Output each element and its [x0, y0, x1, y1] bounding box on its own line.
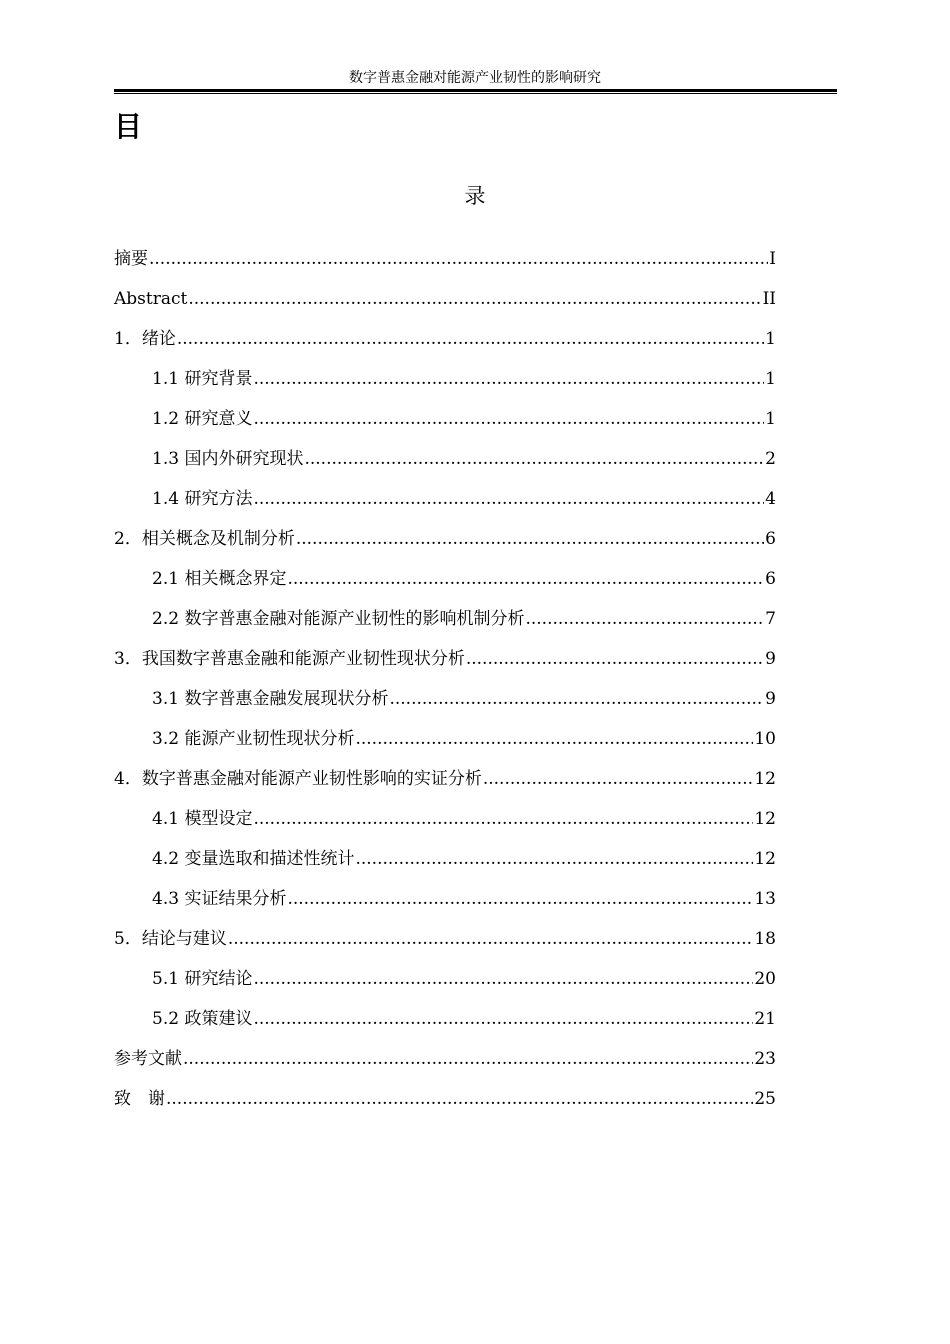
- toc-dot-leader: [188, 287, 761, 311]
- toc-entry-page-number: 2: [765, 449, 776, 469]
- toc-entry-label: 1．绪论: [114, 329, 176, 349]
- toc-entry[interactable]: [114, 327, 776, 367]
- toc-entry-label: 2.1 相关概念界定: [152, 569, 287, 589]
- toc-dot-leader: [183, 1047, 753, 1071]
- toc-entry-page-number: 12: [754, 809, 776, 829]
- toc-entry[interactable]: [114, 407, 776, 447]
- toc-entry-label: 3.1 数字普惠金融发展现状分析: [152, 689, 389, 709]
- toc-entry-label: 2.2 数字普惠金融对能源产业韧性的影响机制分析: [152, 609, 525, 629]
- toc-entry-label: 4.1 模型设定: [152, 809, 253, 829]
- toc-entry[interactable]: [114, 1087, 776, 1127]
- toc-entry-page-number: 7: [765, 609, 776, 629]
- toc-entry-page-number: 13: [754, 889, 776, 909]
- toc-entry-page-number: 4: [765, 489, 776, 509]
- toc-entry-label: 3．我国数字普惠金融和能源产业韧性现状分析: [114, 649, 465, 669]
- toc-entry[interactable]: [114, 487, 776, 527]
- toc-entry-page-number: II: [762, 289, 776, 309]
- toc-entry[interactable]: [114, 887, 776, 927]
- toc-entry-page-number: 10: [754, 729, 776, 749]
- toc-dot-leader: [355, 727, 753, 751]
- toc-dot-leader: [287, 887, 753, 911]
- toc-entry-page-number: 1: [765, 369, 776, 389]
- toc-entry[interactable]: [114, 1007, 776, 1047]
- toc-entry-label: Abstract: [114, 289, 188, 309]
- toc-dot-leader: [253, 407, 764, 431]
- toc-dot-leader: [149, 247, 768, 271]
- toc-entry[interactable]: [114, 447, 776, 487]
- toc-entry-label: 1.2 研究意义: [152, 409, 253, 429]
- toc-dot-leader: [287, 567, 764, 591]
- toc-entry[interactable]: [114, 687, 776, 727]
- toc-entry-label: 5.2 政策建议: [152, 1009, 253, 1029]
- toc-entry-page-number: 12: [754, 769, 776, 789]
- toc-entry[interactable]: [114, 527, 776, 567]
- toc-dot-leader: [466, 647, 764, 671]
- toc-entry-label: 5.1 研究结论: [152, 969, 253, 989]
- toc-dot-leader: [525, 607, 764, 631]
- toc-entry-page-number: 21: [754, 1009, 776, 1029]
- toc-entry-label: 1.3 国内外研究现状: [152, 449, 304, 469]
- toc-entry-label: 摘要: [114, 249, 148, 269]
- toc-dot-leader: [166, 1087, 753, 1111]
- toc-entry-page-number: 18: [754, 929, 776, 949]
- toc-heading-part-2: 录: [464, 184, 486, 208]
- toc-entry-page-number: 23: [754, 1049, 776, 1069]
- toc-entry-page-number: I: [769, 249, 776, 269]
- toc-entry-page-number: 6: [765, 529, 776, 549]
- toc-dot-leader: [253, 967, 753, 991]
- toc-heading-part-1: 目: [114, 110, 143, 143]
- toc-entry-page-number: 6: [765, 569, 776, 589]
- toc-dot-leader: [483, 767, 754, 791]
- toc-dot-leader: [177, 327, 764, 351]
- toc-entry[interactable]: [114, 287, 776, 327]
- running-header-title: 数字普惠金融对能源产业韧性的影响研究: [349, 70, 601, 86]
- toc-dot-leader: [355, 847, 753, 871]
- toc-entry-label: 1.1 研究背景: [152, 369, 253, 389]
- toc-entry[interactable]: [114, 767, 776, 807]
- toc-entry[interactable]: [114, 927, 776, 967]
- toc-entry-label: 参考文献: [114, 1049, 182, 1069]
- toc-entry[interactable]: [114, 247, 776, 287]
- toc-entry-page-number: 1: [765, 329, 776, 349]
- toc-entry[interactable]: [114, 847, 776, 887]
- toc-entry-page-number: 12: [754, 849, 776, 869]
- toc-dot-leader: [228, 927, 754, 951]
- toc-entry[interactable]: [114, 967, 776, 1007]
- toc-entry-page-number: 9: [765, 689, 776, 709]
- toc-dot-leader: [253, 487, 764, 511]
- toc-dot-leader: [253, 367, 764, 391]
- toc-entry-label: 5．结论与建议: [114, 929, 227, 949]
- toc-entry-page-number: 25: [754, 1089, 776, 1109]
- toc-entry[interactable]: [114, 607, 776, 647]
- header-rule-thick: [114, 89, 837, 92]
- toc-entry[interactable]: [114, 727, 776, 767]
- toc-entry-label: 3.2 能源产业韧性现状分析: [152, 729, 355, 749]
- toc-entry[interactable]: [114, 567, 776, 607]
- toc-entry-label: 4．数字普惠金融对能源产业韧性影响的实证分析: [114, 769, 482, 789]
- toc-entry[interactable]: [114, 367, 776, 407]
- toc-entry-page-number: 1: [765, 409, 776, 429]
- toc-dot-leader: [304, 447, 764, 471]
- toc-entry-label: 4.3 实证结果分析: [152, 889, 287, 909]
- toc-dot-leader: [253, 1007, 753, 1031]
- toc-entry-page-number: 20: [754, 969, 776, 989]
- toc-dot-leader: [296, 527, 764, 551]
- table-of-contents: [114, 247, 776, 1127]
- toc-entry[interactable]: [114, 1047, 776, 1087]
- toc-entry[interactable]: [114, 807, 776, 847]
- header-rule-thin: [114, 93, 837, 94]
- toc-entry-label: 致 谢: [114, 1089, 165, 1109]
- toc-dot-leader: [389, 687, 764, 711]
- toc-entry-label: 2．相关概念及机制分析: [114, 529, 295, 549]
- toc-entry-page-number: 9: [765, 649, 776, 669]
- toc-entry-label: 1.4 研究方法: [152, 489, 253, 509]
- toc-dot-leader: [253, 807, 753, 831]
- toc-entry-label: 4.2 变量选取和描述性统计: [152, 849, 355, 869]
- toc-entry[interactable]: [114, 647, 776, 687]
